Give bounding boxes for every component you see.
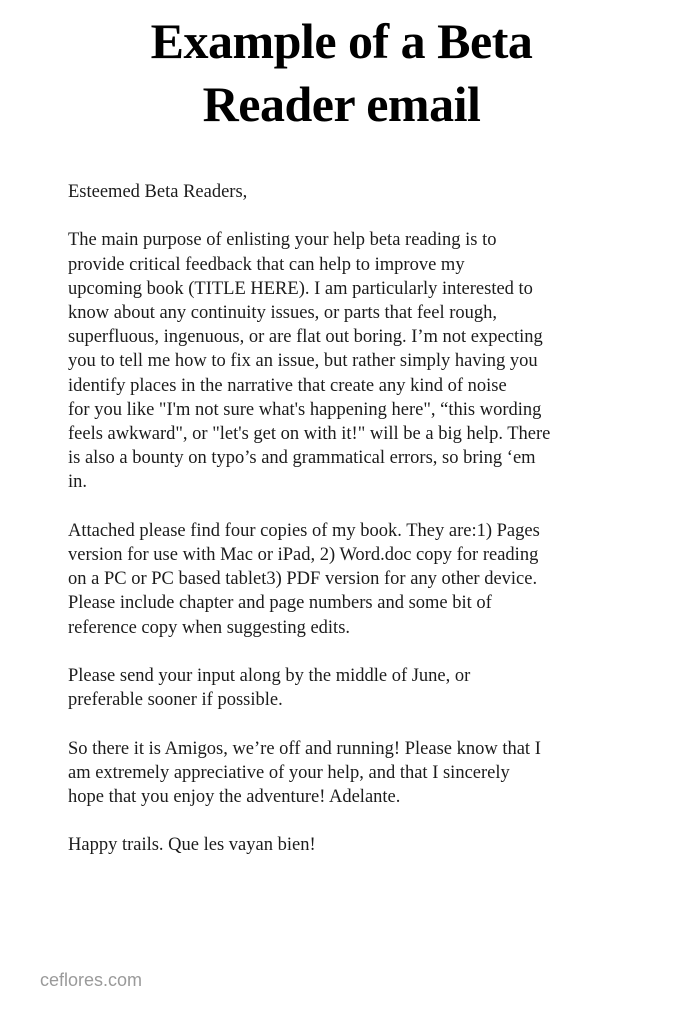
greeting-line: Esteemed Beta Readers, [68, 182, 248, 202]
text-line: So there it is Amigos, we’re off and running! Please know that I [68, 738, 541, 759]
text-line: you to tell me how to fix an issue, but rather simply having you [68, 351, 538, 372]
text-line: am extremely appreciative of your help, and that I sincerely [68, 762, 510, 783]
text-line: upcoming book (TITLE HERE). I am particularly interested to [68, 278, 533, 299]
signoff-line: Happy trails. Que les vayan bien! [68, 835, 316, 856]
email-body [68, 180, 628, 882]
email-signoff [68, 833, 628, 857]
text-line: know about any continuity issues, or parts that feel rough, [68, 303, 498, 323]
email-greeting [68, 180, 628, 204]
text-line: identify places in the narrative that create any kind of noise [68, 375, 507, 396]
text-line: Please include chapter and page numbers and some bit of [68, 593, 492, 614]
footer-site-credit: ceflores.com [40, 970, 143, 990]
text-line: for you like "I'm not sure what's happening here", “this wording [68, 399, 542, 420]
text-line: reference copy when suggesting edits. [68, 617, 351, 638]
paragraph-attachments [68, 519, 628, 640]
page-title [0, 10, 683, 136]
text-line: preferable sooner if possible. [68, 690, 283, 711]
text-line: feels awkward", or "let's get on with it!" will be a big help. There [68, 424, 551, 445]
paragraph-purpose [68, 228, 628, 494]
text-line: superfluous, ingenuous, or are flat out boring. I’m not expecting [68, 327, 543, 348]
text-line: The main purpose of enlisting your help beta reading is to [68, 230, 497, 251]
text-line: Attached please find four copies of my book. They are:1) Pages [68, 520, 540, 541]
text-line: hope that you enjoy the adventure! Adelante. [68, 787, 401, 808]
text-line: provide critical feedback that can help to improve my [68, 254, 465, 275]
text-line: version for use with Mac or iPad, 2) Word.doc copy for reading [68, 545, 539, 566]
title-line-1: Example of a Beta [150, 13, 533, 69]
paragraph-deadline [68, 664, 628, 712]
text-line: is also a bounty on typo’s and grammatical errors, so bring ‘em [68, 448, 536, 469]
title-line-2: Reader email [202, 76, 481, 132]
text-line: in. [68, 472, 88, 493]
text-line: on a PC or PC based tablet3) PDF version for any other device. [68, 569, 538, 590]
text-line: Please send your input along by the middle of June, or [68, 666, 471, 687]
paragraph-closing [68, 737, 628, 810]
